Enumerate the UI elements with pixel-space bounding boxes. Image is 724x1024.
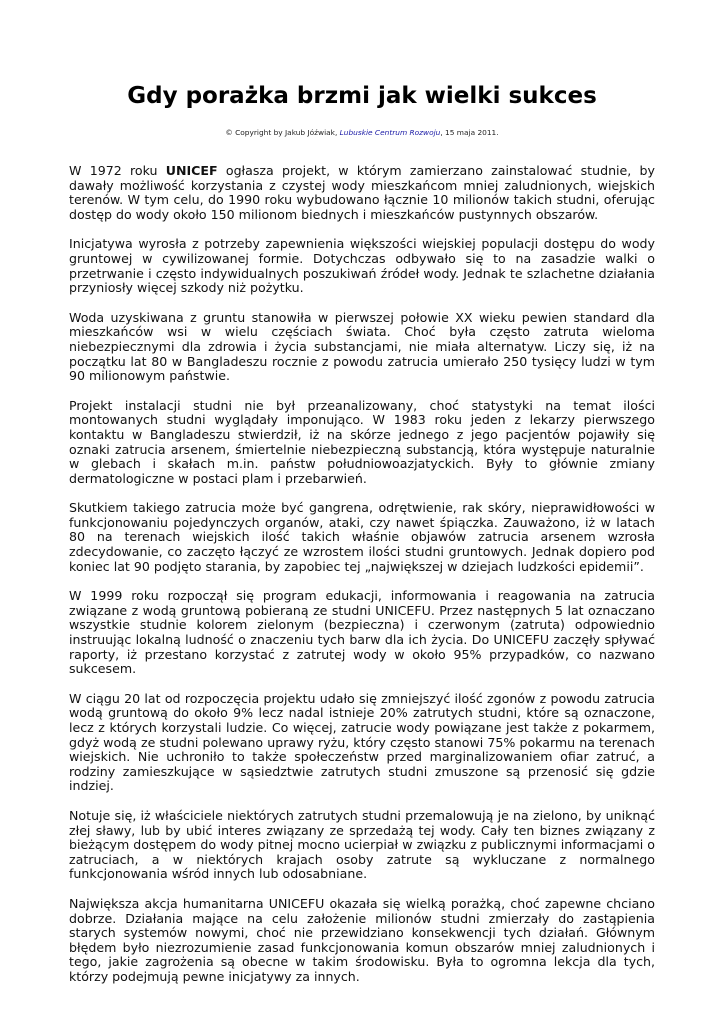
copyright-prefix: © Copyright by Jakub Jóźwiak, xyxy=(225,128,340,137)
paragraph-6: W 1999 roku rozpoczął się program edukacji, informowania i reagowania na zatrucia związane z wodą gruntową pobieraną ze studni UNICEFU. Przez następnych 5 lat oznaczano wszystkie studnie kolorem zielonym (bezpieczna) i czerwonym (zatruta) odpowiednio instruując lokalną ludność o znaczeniu tych barw dla ich życia. Do UNICEFU zaczęły spływać raporty, iż przestano korzystać z zatrutej wody w około 95% przypadków, co nazwano sukcesem. xyxy=(69,588,655,677)
paragraph-9: Największa akcja humanitarna UNICEFU okazała się wielką porażką, choć zapewne chciano dobrze. Działania mające na celu założenie milionów studni zmierzały do zastąpienia starych systemów nowymi, choć nie przewidziano konsekwencji tych działań. Głównym błędem było niezrozumienie zasad funkcjonowania komun obszarów mniej zaludnionych i tego, jakie zagrożenia są obecne w takim środowisku. Była to ogromna lekcja dla tych, którzy podejmują pewne inicjatywy za innych. xyxy=(69,895,655,984)
paragraph-7: W ciągu 20 lat od rozpoczęcia projektu udało się zmniejszyć ilość zgonów z powodu zatrucia wodą gruntową do około 9% lecz nadal istnieje 20% zatrutych studni, które są oznaczone, lecz z których korzystali ludzie. Co więcej, zatrucie wody powiązane jest także z pokarmem, gdyż wodą ze studni polewano uprawy ryżu, który często stanowi 75% pokarmu na terenach wiejskich. Nie uchroniło to także społeczeństw przed marginalizowaniem ofiar zatruć, a rodziny zamieszkujące w sąsiedztwie zatrutych studni zmuszone są przenosić się gdzie indziej. xyxy=(69,690,655,794)
paragraph-2: Inicjatywa wyrosła z potrzeby zapewnienia większości wiejskiej populacji dostępu do wody gruntowej w cywilizowanej formie. Dotychczas odbywało się to na zasadzie walki o przetrwanie i często indywidualnych poszukiwań źródeł wody. Jednak te szlachetne działania przyniosły więcej szkody niż pożytku. xyxy=(69,236,655,296)
paragraph-4: Projekt instalacji studni nie był przeanalizowany, choć statystyki na temat ilości montowanych studni wyglądały imponująco. W 1983 roku jeden z lekarzy pierwszego kontaktu w Bangladeszu stwierdził, iż na skórze jednego z jego pacjentów pojawiły się oznaki zatrucia arsenem, śmiertelnie niebezpieczną substancją, która występuje naturalnie w glebach i skałach m.in. państw południowoazjatyckich. Były to głównie zmiany dermatologiczne w postaci plam i przebarwień. xyxy=(69,397,655,486)
unicef-highlight: UNICEF xyxy=(165,163,218,178)
copyright-line xyxy=(0,128,724,138)
page-title: Gdy porażka brzmi jak wielki sukces xyxy=(127,83,597,109)
paragraph-3: Woda uzyskiwana z gruntu stanowiła w pierwszej połowie XX wieku pewien standard dla mieszkańców wsi w wielu częściach świata. Choć była często zatruta wieloma niebezpiecznymi dla zdrowia i życia substancjami, nie miała alternatyw. Liczy się, iż na początku lat 80 w Bangladeszu rocznie z powodu zatrucia umierało 250 tysięcy ludzi w tym 90 milionowym państwie. xyxy=(69,309,655,384)
paragraph-1-text: ogłasza projekt, w którym zamierzano zainstalować studnie, by dawały możliwość korzystania z czystej wody mieszkańcom mniej zaludnionych, wiejskich terenów. W tym celu, do 1990 roku wybudowano łącznie 10 milionów takich studni, oferując dostęp do wody około 150 milionom biednych i mieszkańców pustynnych obszarów. xyxy=(69,163,655,222)
paragraph-8: Notuje się, iż właściciele niektórych zatrutych studni przemalowują je na zielono, by uniknąć złej sławy, lub by ubić interes związany ze sprzedażą tej wody. Cały ten biznes związany z bieżącym dostępem do wody pitnej mocno ucierpiał w związku z publicznymi informacjami o zatruciach, a w niektórych krajach osoby zatrute są wykluczane z normalnego funkcjonowania wśród innych lub odosabniane. xyxy=(69,807,655,882)
paragraph-1-lead: W 1972 roku xyxy=(69,163,166,178)
article-body xyxy=(69,164,655,1000)
paragraph-5: Skutkiem takiego zatrucia może być gangrena, odrętwienie, rak skóry, nieprawidłowości w funkcjonowaniu pojedynczych organów, ataki, czy nawet śpiączka. Zauważono, iż w latach 80 na terenach wiejskich ilość takich właśnie objawów zatrucia arsenem wzrosła zdecydowanie, co zaczęto łączyć ze wzrostem ilości studni gruntowych. Jednak dopiero pod koniec lat 90 podjęto starania, by zapobiec tej „największej w dziejach ludzkości epidemii”. xyxy=(69,500,655,574)
paragraph-1 xyxy=(69,164,655,222)
copyright-suffix: , 15 maja 2011. xyxy=(440,128,499,137)
organization-link[interactable]: Lubuskie Centrum Rozwoju xyxy=(339,128,441,137)
